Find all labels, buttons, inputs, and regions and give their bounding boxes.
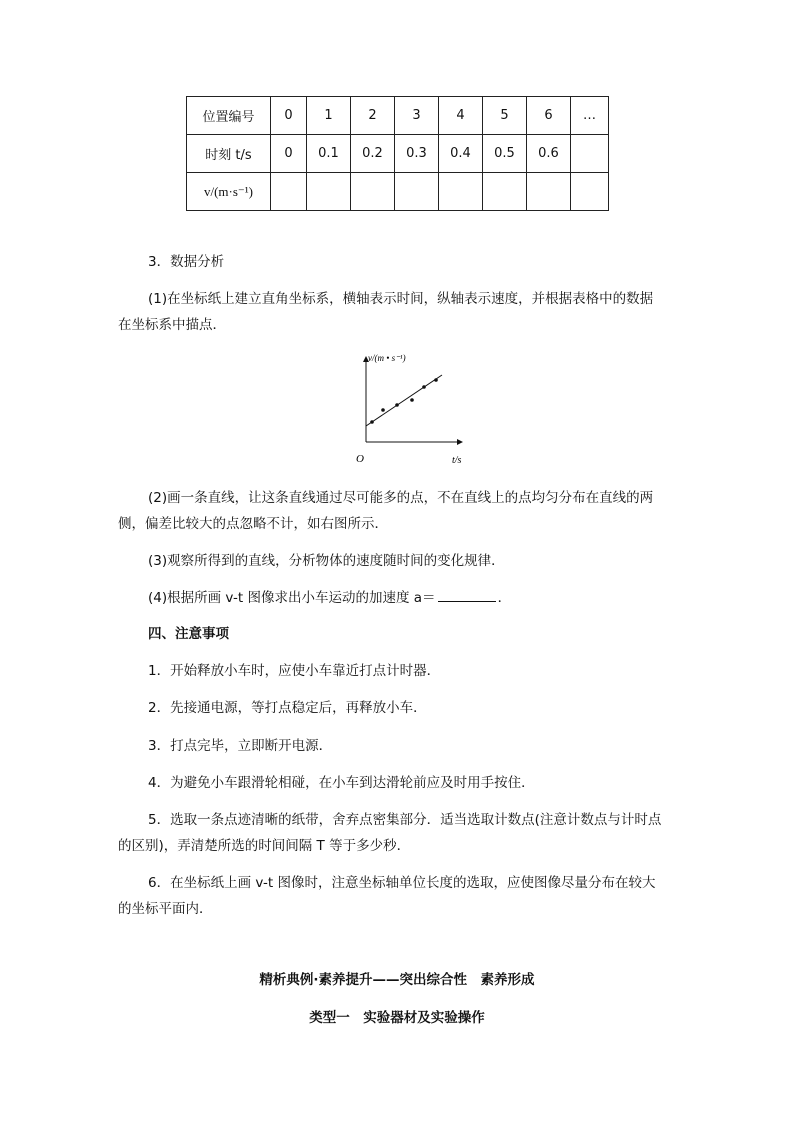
table-row-velocity [187, 173, 609, 211]
table-cell: 0.2 [351, 135, 395, 173]
paragraph-3: (3)观察所得到的直线，分析物体的速度随时间的变化规律． [148, 553, 505, 569]
data-point [422, 385, 426, 389]
table-cell: 0.3 [395, 135, 439, 173]
data-point [381, 408, 385, 412]
fit-line [366, 375, 442, 426]
note-1: 1．开始释放小车时，应使小车靠近打点计时器． [148, 663, 441, 679]
x-axis-label: t/s [452, 455, 462, 466]
table-row-time [187, 135, 609, 173]
table-cell: 4 [439, 97, 483, 135]
paragraph-1-line-2: 在坐标系中描点． [118, 317, 226, 333]
note-6-line-2: 的坐标平面内． [118, 901, 213, 917]
data-point [410, 398, 414, 402]
table-cell [571, 173, 609, 211]
note-3: 3．打点完毕，立即断开电源． [148, 738, 333, 754]
table-cell: 6 [527, 97, 571, 135]
data-point [370, 420, 374, 424]
paragraph-4 [148, 585, 708, 611]
table-cell: 0 [271, 97, 307, 135]
table-cell: 0.4 [439, 135, 483, 173]
table-cell [395, 173, 439, 211]
table-cell [483, 173, 527, 211]
table-cell: 位置编号 [187, 97, 271, 135]
paragraph-4-end: ． [497, 590, 512, 606]
section-4-title: 四、注意事项 [148, 626, 229, 642]
table-cell: 时刻 t/s [187, 135, 271, 173]
table-cell: 5 [483, 97, 527, 135]
table-cell [439, 173, 483, 211]
data-point [434, 378, 438, 382]
table-cell: … [571, 97, 609, 135]
table-cell [571, 135, 609, 173]
section-3-title: 3．数据分析 [148, 254, 225, 270]
paragraph-2-line-1: (2)画一条直线，让这条直线通过尽可能多的点，不在直线上的点均匀分布在直线的两 [148, 490, 654, 506]
note-4: 4．为避免小车跟滑轮相碰，在小车到达滑轮前应及时用手按住． [148, 775, 535, 791]
table-cell: 0 [271, 135, 307, 173]
table-cell: v/(m·s⁻¹) [187, 173, 271, 211]
answer-blank [438, 587, 496, 602]
table-cell: 0.5 [483, 135, 527, 173]
vt-graph [340, 345, 480, 470]
table-cell [527, 173, 571, 211]
data-table [186, 96, 609, 211]
paragraph-2-line-2: 侧，偏差比较大的点忽略不计，如右图所示． [118, 516, 388, 532]
table-cell [271, 173, 307, 211]
table-cell: 2 [351, 97, 395, 135]
table-cell: 0.1 [307, 135, 351, 173]
paragraph-1-line-1: (1)在坐标纸上建立直角坐标系，横轴表示时间，纵轴表示速度，并根据表格中的数据 [148, 291, 654, 307]
table-cell: 3 [395, 97, 439, 135]
table-cell [307, 173, 351, 211]
y-axis-label: v/(m • s⁻¹) [368, 353, 406, 363]
table-cell: 1 [307, 97, 351, 135]
data-point [395, 403, 399, 407]
origin-label: O [356, 453, 364, 465]
note-6-line-1: 6．在坐标纸上画 v-t 图像时，注意坐标轴单位长度的选取，应使图像尽量分布在较大 [148, 875, 656, 891]
note-2: 2．先接通电源，等打点稳定后，再释放小车． [148, 700, 427, 716]
table-cell: 0.6 [527, 135, 571, 173]
paragraph-4-text: (4)根据所画 v-t 图像求出小车运动的加速度 a＝ [148, 590, 436, 606]
note-5-line-1: 5．选取一条点迹清晰的纸带，舍弃点密集部分．适当选取计数点(注意计数点与计时点 [148, 812, 662, 828]
table-row-position [187, 97, 609, 135]
section-heading: 精析典例·素养提升——突出综合性 素养形成 [259, 972, 535, 988]
note-5-line-2: 的区别)，弄清楚所选的时间间隔 T 等于多少秒． [118, 838, 411, 854]
table-cell [351, 173, 395, 211]
subsection-heading: 类型一 实验器材及实验操作 [309, 1010, 485, 1026]
